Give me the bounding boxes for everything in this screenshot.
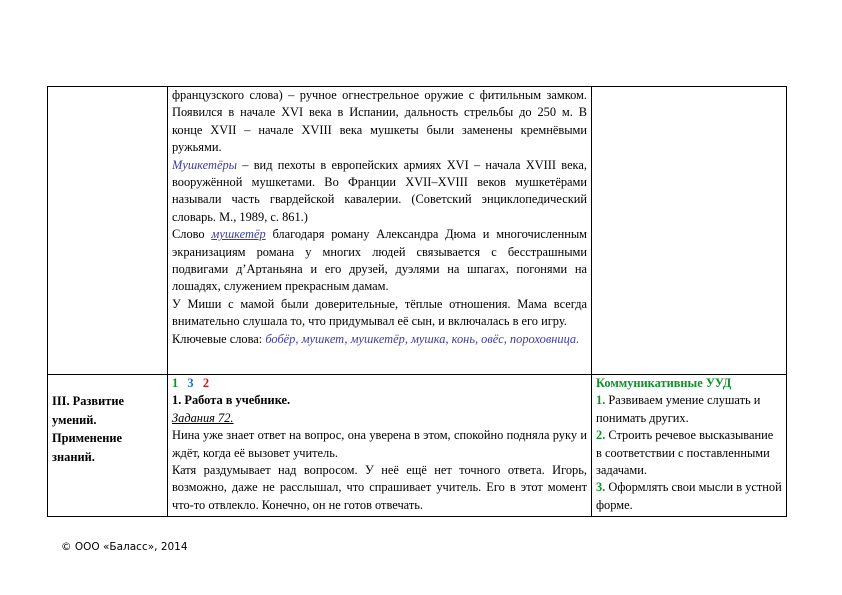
paragraph-start: Слово: [172, 227, 212, 242]
stage-cell: [48, 375, 168, 517]
paragraph-rest: благодаря роману Александра Дюма и многочисленным экранизациям романа у многих людей связывается с бесстрашными подвигами д’Артаньяна и его друзей, дуэлями на шпагах, погонями на лошадях, служением прекрасным дамам.: [172, 227, 587, 294]
nina-paragraph: Нина уже знает ответ на вопрос, она уверена в этом, спокойно подняла руку и ждёт, когда её вызовет учитель.: [172, 428, 587, 460]
lesson-plan-table: [47, 86, 787, 517]
term-musketeers: Мушкетёры: [172, 157, 238, 172]
level-number: 3: [187, 376, 195, 390]
uud-item-number: 3.: [596, 480, 606, 495]
uud-item-number: 2.: [596, 428, 606, 443]
musket-definition: французского слова) – ручное огнестрельное оружие с фитильным замком. Появился в начале XVI века в Испании, дальность стрельбы до 250 м. В конце XVII – начале XVIII века мушкеты были заменены кремнёвыми ружьями.: [172, 88, 587, 155]
level-number: 2: [202, 376, 211, 390]
uud-item: [596, 427, 782, 479]
content-cell: [168, 375, 592, 517]
uud-item-text: Развиваем умение слушать и понимать других.: [596, 393, 761, 425]
uud-item-number: 1.: [596, 393, 606, 408]
stage-title: [52, 392, 163, 466]
keywords-list: бобёр, мушкет, мушкетёр, мушка, конь, овёс, пороховница.: [265, 331, 580, 346]
stage-title-line: Применение: [52, 431, 123, 445]
uud-item-text: Оформлять свои мысли в устной форме.: [596, 480, 782, 512]
activity-heading: 1. Работа в учебнике.: [172, 393, 291, 408]
katya-paragraph: Катя раздумывает над вопросом. У неё ещё нет точного ответа. Игорь, возможно, даже не расслышал, что спрашивает учитель. Его в этот момент что-то отвлекло. Конечно, он не готов отвечать.: [172, 463, 587, 512]
word-musketeer-paragraph: [172, 226, 587, 296]
copyright-footer: © ООО «Баласс», 2014: [61, 541, 188, 553]
uud-item: [596, 479, 782, 514]
stage-title-line: III. Развитие: [52, 394, 124, 408]
uud-cell: [592, 87, 787, 375]
stage-cell: [48, 87, 168, 375]
content-cell: [168, 87, 592, 375]
stage-title-line: умений.: [52, 412, 97, 427]
level-number: 1: [172, 376, 180, 390]
misha-paragraph: У Миши с мамой были доверительные, тёплые отношения. Мама всегда внимательно слушала то, что придумывал её сын, и включалась в его игру.: [172, 296, 587, 329]
uud-item: [596, 392, 782, 427]
musketeer-definition: [172, 157, 587, 227]
stage-title-line: знаний.: [52, 449, 95, 464]
term-musketeer: мушкетёр: [211, 227, 266, 242]
uud-cell: [592, 375, 787, 517]
uud-title: Коммуникативные УУД: [596, 376, 732, 390]
level-numbers: [172, 375, 587, 392]
musketeer-definition-text: – вид пехоты в европейских армиях XVI – начала XVIII века, вооружённой мушкетами. Во Франции XVII–XVIII веков мушкетёрами называли часть гвардейской кавалерии. (Советский энциклопедический словарь. М., 1989, с. 861.): [172, 157, 587, 224]
keywords-paragraph: [172, 331, 587, 348]
keywords-label: Ключевые слова:: [172, 331, 266, 346]
table-row: [48, 87, 787, 375]
uud-item-text: Строить речевое высказывание в соответствии с поставленными задачами.: [596, 428, 774, 478]
table-row: [48, 375, 787, 517]
task-reference: Задания 72.: [172, 410, 234, 425]
